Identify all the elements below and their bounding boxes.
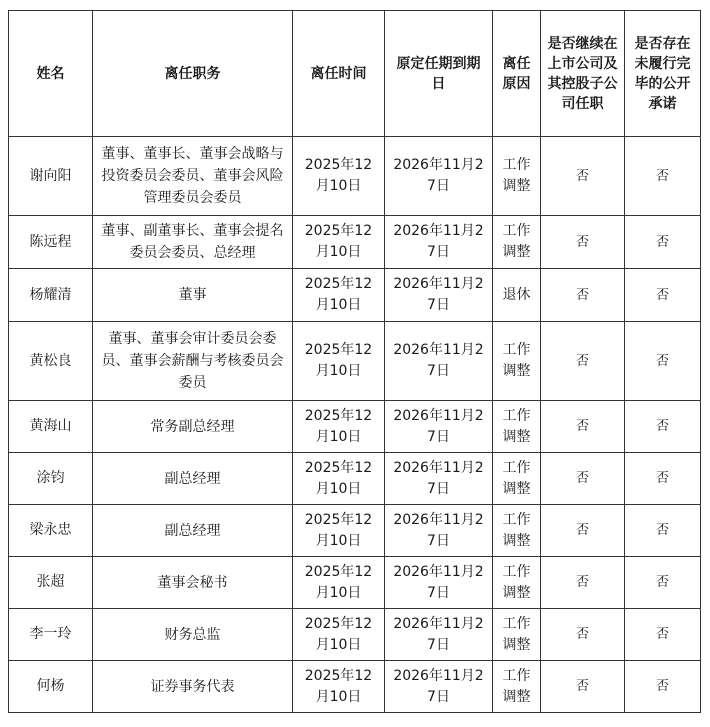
table-row bbox=[9, 269, 701, 322]
cell-name: 杨耀清 bbox=[9, 269, 93, 322]
header-commitment: 是否存在未履行完毕的公开承诺 bbox=[625, 11, 701, 137]
cell-term-end: 2026年11月27日 bbox=[385, 216, 493, 269]
cell-commitment: 否 bbox=[625, 401, 701, 453]
table-row bbox=[9, 557, 701, 609]
cell-position: 董事、董事长、董事会战略与投资委员会委员、董事会风险管理委员会委员 bbox=[93, 137, 293, 216]
cell-position: 证券事务代表 bbox=[93, 661, 293, 713]
cell-commitment: 否 bbox=[625, 505, 701, 557]
cell-name: 何杨 bbox=[9, 661, 93, 713]
header-term-end: 原定任期到期日 bbox=[385, 11, 493, 137]
cell-leave-time: 2025年12月10日 bbox=[293, 216, 385, 269]
cell-commitment: 否 bbox=[625, 269, 701, 322]
cell-position: 董事 bbox=[93, 269, 293, 322]
cell-reason: 工作调整 bbox=[493, 557, 541, 609]
cell-name: 张超 bbox=[9, 557, 93, 609]
header-continue: 是否继续在上市公司及其控股子公司任职 bbox=[541, 11, 625, 137]
cell-name: 陈远程 bbox=[9, 216, 93, 269]
cell-term-end: 2026年11月27日 bbox=[385, 137, 493, 216]
cell-leave-time: 2025年12月10日 bbox=[293, 609, 385, 661]
cell-position: 副总经理 bbox=[93, 505, 293, 557]
cell-term-end: 2026年11月27日 bbox=[385, 661, 493, 713]
cell-continue: 否 bbox=[541, 269, 625, 322]
cell-commitment: 否 bbox=[625, 661, 701, 713]
cell-name: 谢向阳 bbox=[9, 137, 93, 216]
cell-reason: 工作调整 bbox=[493, 322, 541, 401]
table-row bbox=[9, 137, 701, 216]
cell-commitment: 否 bbox=[625, 137, 701, 216]
cell-continue: 否 bbox=[541, 609, 625, 661]
header-leave-time: 离任时间 bbox=[293, 11, 385, 137]
cell-reason: 工作调整 bbox=[493, 661, 541, 713]
table-row bbox=[9, 661, 701, 713]
cell-term-end: 2026年11月27日 bbox=[385, 322, 493, 401]
cell-name: 黄海山 bbox=[9, 401, 93, 453]
header-reason: 离任原因 bbox=[493, 11, 541, 137]
cell-reason: 工作调整 bbox=[493, 609, 541, 661]
cell-continue: 否 bbox=[541, 216, 625, 269]
cell-position: 财务总监 bbox=[93, 609, 293, 661]
cell-leave-time: 2025年12月10日 bbox=[293, 661, 385, 713]
cell-leave-time: 2025年12月10日 bbox=[293, 269, 385, 322]
cell-leave-time: 2025年12月10日 bbox=[293, 137, 385, 216]
cell-reason: 工作调整 bbox=[493, 137, 541, 216]
table-row bbox=[9, 401, 701, 453]
cell-reason: 工作调整 bbox=[493, 216, 541, 269]
table-row bbox=[9, 505, 701, 557]
header-name: 姓名 bbox=[9, 11, 93, 137]
cell-leave-time: 2025年12月10日 bbox=[293, 505, 385, 557]
cell-name: 涂钧 bbox=[9, 453, 93, 505]
cell-leave-time: 2025年12月10日 bbox=[293, 453, 385, 505]
cell-term-end: 2026年11月27日 bbox=[385, 269, 493, 322]
table-row bbox=[9, 609, 701, 661]
cell-reason: 退休 bbox=[493, 269, 541, 322]
resignation-table bbox=[8, 10, 701, 713]
cell-term-end: 2026年11月27日 bbox=[385, 557, 493, 609]
cell-commitment: 否 bbox=[625, 557, 701, 609]
cell-continue: 否 bbox=[541, 453, 625, 505]
cell-term-end: 2026年11月27日 bbox=[385, 505, 493, 557]
cell-continue: 否 bbox=[541, 661, 625, 713]
cell-reason: 工作调整 bbox=[493, 505, 541, 557]
cell-name: 黄松良 bbox=[9, 322, 93, 401]
cell-commitment: 否 bbox=[625, 216, 701, 269]
cell-name: 梁永忠 bbox=[9, 505, 93, 557]
table-row bbox=[9, 216, 701, 269]
cell-position: 董事、董事会审计委员会委员、董事会薪酬与考核委员会委员 bbox=[93, 322, 293, 401]
cell-continue: 否 bbox=[541, 137, 625, 216]
cell-term-end: 2026年11月27日 bbox=[385, 453, 493, 505]
cell-commitment: 否 bbox=[625, 609, 701, 661]
cell-leave-time: 2025年12月10日 bbox=[293, 557, 385, 609]
cell-continue: 否 bbox=[541, 322, 625, 401]
cell-reason: 工作调整 bbox=[493, 453, 541, 505]
cell-continue: 否 bbox=[541, 557, 625, 609]
cell-commitment: 否 bbox=[625, 322, 701, 401]
cell-continue: 否 bbox=[541, 401, 625, 453]
cell-position: 董事会秘书 bbox=[93, 557, 293, 609]
header-position: 离任职务 bbox=[93, 11, 293, 137]
cell-term-end: 2026年11月27日 bbox=[385, 609, 493, 661]
cell-term-end: 2026年11月27日 bbox=[385, 401, 493, 453]
cell-leave-time: 2025年12月10日 bbox=[293, 322, 385, 401]
table-header-row bbox=[9, 11, 701, 137]
cell-position: 副总经理 bbox=[93, 453, 293, 505]
cell-leave-time: 2025年12月10日 bbox=[293, 401, 385, 453]
cell-name: 李一玲 bbox=[9, 609, 93, 661]
cell-continue: 否 bbox=[541, 505, 625, 557]
table-row bbox=[9, 453, 701, 505]
cell-reason: 工作调整 bbox=[493, 401, 541, 453]
cell-position: 董事、副董事长、董事会提名委员会委员、总经理 bbox=[93, 216, 293, 269]
cell-commitment: 否 bbox=[625, 453, 701, 505]
cell-position: 常务副总经理 bbox=[93, 401, 293, 453]
table-row bbox=[9, 322, 701, 401]
